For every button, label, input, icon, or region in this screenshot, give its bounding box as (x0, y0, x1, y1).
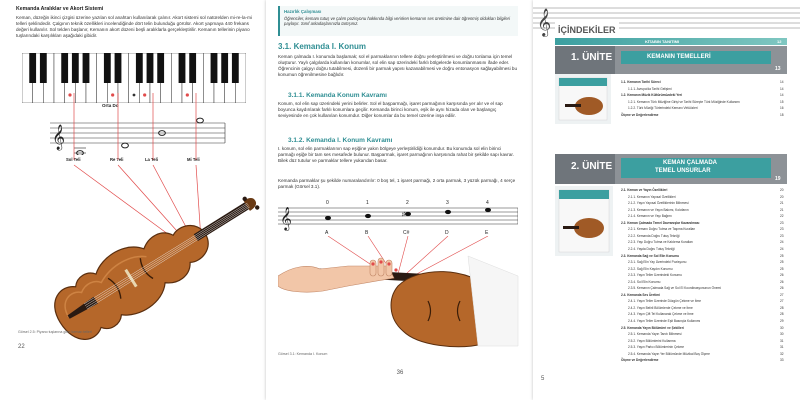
toc-entry[interactable]: 2.1.3. Kemanın ve Yayın Bakımı, Kolofanın (628, 207, 689, 212)
book-page-36 (266, 0, 534, 400)
string-label-a: La Teli (145, 157, 158, 162)
toc-entry-page: 14 (780, 93, 784, 98)
toc-entry-page: 14 (780, 86, 784, 91)
toc-entry-page: 23 (780, 233, 784, 238)
subsection-1-title: 3.1.1. Kemanda Konum Kavramı (288, 92, 387, 99)
book-page-5-toc (533, 0, 800, 400)
note-label-a: A (325, 230, 329, 236)
page1-caption: Görsel 2.5: Piyano tuşlarına göre keman telleri (18, 330, 92, 334)
toc-entry[interactable]: 2.2.1. Kemanı Doğru Tutma ve Taşıma Kuralları (628, 227, 696, 232)
toc-entry[interactable]: 1.2.2. Türk Müziği Türlerindeki Kemanı Virtüözleri (628, 106, 698, 111)
preparation-text: Öğrenciler, kemanı tutuş ve çalım pozisyonu hakkında bilgi verirken kemanın ses üretimine dair öğrenmiş oldukları bilgileri paylaşır. Sınıf arkadaşlarınızla tartışınız. (284, 16, 510, 26)
toc-entry-page: 30 (780, 325, 784, 330)
unit-1-banner[interactable] (555, 46, 787, 74)
toc-entry-page: 25 (780, 266, 784, 271)
book-intro-bar[interactable] (555, 38, 787, 45)
hand-position-photo (278, 236, 523, 351)
treble-clef-icon: 𝄞 (280, 206, 292, 230)
svg-text:♯: ♯ (402, 212, 405, 218)
toc-entry-page: 31 (780, 338, 784, 343)
unit-2-banner[interactable] (555, 154, 787, 184)
orta-do-label: Orta Do (102, 103, 119, 108)
toc-entry[interactable]: 2.2.3. Yayı Doğru Tutma ve Kaldırma Kuralları (628, 240, 693, 245)
string-label-g: Sol Teli (66, 157, 81, 162)
subsection-2-title: 3.1.2. Kemanda I. Konum Kavramı (288, 137, 393, 144)
toc-entry-page: 23 (780, 227, 784, 232)
toc-entry-page: 24 (780, 240, 784, 245)
finger-3: 3 (446, 200, 449, 206)
toc-entry[interactable]: 2.4.4. Yayın Teller Üzerinde Eşit Basınçla Kullanımı (628, 319, 701, 323)
note-b (365, 214, 371, 218)
unit-1-title: KEMANIN TEMELLERİ (647, 54, 711, 60)
page2-caption: Görsel 3.1: Kemanda I. Konum (278, 352, 328, 356)
note-label-b: B (365, 230, 369, 236)
unit-1-label: 1. ÜNİTE (571, 52, 613, 63)
treble-clef-icon: 𝄞 (537, 8, 552, 36)
book-intro-label: KİTABIN TANITIMI (645, 39, 680, 44)
finger-2: 2 (406, 200, 409, 206)
finger-1: 1 (366, 200, 369, 206)
toc-title-text: İÇİNDEKİLER (558, 25, 616, 35)
toc-entry-page: 20 (780, 194, 784, 199)
subsection-2-text: I. konum, sol elin parmaklarının sap eşiğine yakın bölgeye yerleştirildiği konumdur. Bu konumda sol elin birinci parmağı eşiğe bir tam ses mesafede bulunur. Başparmak, işaret parmağının karşısında rahat bir şekilde sapı kavrar. Bilek düz tutulur ve parmaklar tellere yukarıdan basar. (278, 146, 514, 163)
toc-entry[interactable]: 2.1. Keman ve Yayın Özellikleri (621, 188, 668, 192)
page1-number: 22 (18, 344, 25, 350)
toc-entry[interactable]: 1.2.1. Kemanın Türk Müziğine Girişi ve Tarihi Süreçte Türk Müziğinde Kullanımı (628, 99, 740, 104)
toc-entry-page: 27 (780, 292, 784, 297)
toc-entry[interactable]: 2.2.4. Yayda Doğru Tutuş Tekniği (628, 246, 675, 251)
toc-entry[interactable]: 2.1.1. Kemanın Yapısal Özellikleri (628, 194, 676, 199)
unit-2-book-thumbnail (555, 186, 613, 256)
preparation-title: Hazırlık Çalışması (284, 9, 322, 14)
toc-entry[interactable]: 2.4. Kemanda Ses Üretimi (621, 292, 660, 297)
toc-entry[interactable]: 2.5.1. Kemanda Yayın Tanıtı Bilinmesi (628, 332, 682, 337)
toc-entry[interactable]: 2.1.4. Kemanın ve Yayı Bağımı (628, 214, 672, 219)
subsection-1-text: Konum, sol elin sap üzerindeki yerini belirler. Sol el başparmağı, işaret parmağının karşısında yer alır ve el sap boyunca kaydırılarak farklı konumlara geçilir. Kemanda birinci konum, eşik ile aynı hizada olan ve başlangıç seviyesinde en çok kullanılan konumdur. Diğer konumlar da bu temel üzerine inşa edilir. (278, 101, 503, 118)
unit-2-label: 2. ÜNİTE (571, 161, 613, 172)
string-label-d: Re Teli (110, 157, 124, 162)
finger-0: 0 (326, 200, 329, 206)
unit-1-page: 13 (775, 66, 781, 72)
toc-entry-page: 28 (780, 312, 784, 317)
treble-clef-icon: 𝄞 (52, 125, 66, 150)
toc-entry-page: 23 (780, 220, 784, 225)
finger-4: 4 (486, 200, 489, 206)
note-label-csharp: C# (403, 230, 410, 236)
toc-entry[interactable]: 2.4.1. Yayın Teller Üzerinde Düzgün Çekme ve İtme (628, 299, 701, 304)
toc-entry-page: 21 (780, 201, 784, 206)
toc-entry[interactable]: 2.3.1. Sağ Elin Yay Üzerindeki Pozisyonu (628, 260, 687, 265)
toc-entry[interactable]: 2.5.3. Yayın Parlıcı Bölümlerinin Çekme (628, 345, 685, 350)
unit-2-page: 19 (775, 176, 781, 182)
toc-entry[interactable]: 2.2. Keman Çalmada Temel Davranışlar Kazanılması (621, 220, 700, 225)
toc-entry[interactable]: 2.5. Kemanda Yayın Bölümleri ve Şekilleri (621, 325, 684, 330)
note-e (485, 208, 491, 212)
toc-entry[interactable]: 1.1. Kemanın Tarihi Süreci (621, 80, 661, 84)
toc-entry[interactable]: 2.3.2. Sağ Elin Kaydırı Konumu (628, 266, 673, 271)
section-title: 3.1. Kemanda I. Konum (278, 42, 367, 51)
preparation-box (278, 6, 518, 36)
fingering-staff (278, 198, 518, 238)
toc-entry-page: 25 (780, 253, 784, 258)
toc-entry-page: 28 (780, 305, 784, 310)
toc-entry[interactable]: 2.3.5. Kemanın Çalmada Sağ ve Sol El Koordinasyonunun Önemi (628, 286, 722, 291)
toc-entry-page: 26 (780, 286, 784, 291)
toc-title (555, 20, 619, 38)
toc-entry-page: 26 (780, 273, 784, 278)
toc-entry-page: 22 (780, 214, 784, 219)
book-page-22 (0, 0, 268, 400)
violin-illustration (18, 170, 268, 340)
unit-1-book-thumbnail (555, 74, 611, 124)
toc-entry[interactable]: 2.5.4. Kemanda Yayın Yer Bölümünde Müzikal Boş Ölçme (628, 351, 710, 356)
note-label-d: D (445, 230, 449, 236)
page1-heading: Kemanda Aralıklar ve Akort Sistemi (16, 6, 104, 12)
toc-entry-page: 26 (780, 279, 784, 284)
page3-number: 5 (541, 376, 545, 382)
note-a-open (325, 216, 331, 220)
toc-entry-page: 31 (780, 345, 784, 350)
toc-entry-page: 33 (780, 358, 784, 363)
toc-entry[interactable]: 2.5.2. Yayın Bölümlerini Kullanma (628, 338, 676, 343)
toc-entry-page: 14 (780, 80, 784, 84)
toc-entry-page: 20 (780, 188, 784, 192)
book-intro-page: 12 (777, 39, 782, 44)
toc-entry[interactable]: 2.4.2. Yayın Belirli Bölümlerde Çekme ve İtme (628, 305, 693, 310)
note-csharp (405, 212, 411, 216)
note-label-e: E (485, 230, 489, 236)
toc-entry-page: 27 (780, 299, 784, 304)
toc-entry-page: 32 (780, 351, 784, 356)
toc-entry[interactable]: Ölçme ve Değerlendirme (621, 358, 659, 363)
toc-entry[interactable]: Ölçme ve Değerlendirme (621, 113, 659, 117)
toc-entry[interactable]: 2.3.4. Sol Elin Konumu (628, 279, 661, 284)
toc-entry-page: 15 (780, 99, 784, 104)
unit-2-title-line-1: KEMAN ÇALMADA (663, 160, 717, 166)
toc-entry[interactable]: 1.1.1. Avrupa'da Tarihi Gelişimi (628, 86, 672, 91)
toc-entry-page: 30 (780, 332, 784, 337)
unit-2-title-line-2: TEMEL UNSURLAR (655, 168, 711, 174)
toc-entry[interactable]: 2.3. Kemanda Sağ ve Sol Elin Konumu (621, 253, 680, 258)
toc-entry-page: 29 (780, 319, 784, 323)
toc-entry[interactable]: 2.4.3. Yayın Çift Tel Kullanarak Çekme ve İtme (628, 312, 694, 317)
toc-entry[interactable]: 2.1.2. Yayın Yapısal Özelliklerinin Bilinmesi (628, 201, 689, 206)
toc-entry-page: 21 (780, 207, 784, 212)
string-label-e: Mi Teli (187, 157, 200, 162)
toc-entry[interactable]: 2.2.2. Kemanda Doğru Tutuş Tekniği (628, 233, 680, 238)
toc-entry-page: 16 (780, 106, 784, 111)
note-d (445, 210, 451, 214)
toc-entry-page: 18 (780, 113, 784, 117)
toc-entry[interactable]: 2.3.3. Yayın Teller Üzerindeki Konumu (628, 273, 682, 278)
toc-entry-page: 24 (780, 246, 784, 251)
page2-number: 36 (396, 370, 404, 376)
toc-entry[interactable]: 1.2. Kemanın Müzik Kültürümüzdeki Yeri (621, 93, 683, 98)
toc-entry-page: 25 (780, 260, 784, 265)
section-intro: Keman çalmada I. konumda başlamak; sol el parmaklarının tellere doğru yerleştirilmesi ve doğru tonlama için temel oluşturur. Yaylı çalgılarda kullanılan konumlar, sol elin sap üzerindeki farklı bölgelerde konumlanmasını ifade eder. Öğrencinin çalgıyı doğru tutabilmesi, düzenli bir parmak yapısı kazanabilmesi ve doğru entonasyon sağlayabilmesi bu konumun öğrenilmesine bağlıdır. (278, 54, 518, 77)
subsection-2-text-2: Kemanda parmaklar şu şekilde numaralandırılır: 0 boş tel, 1 işaret parmağı, 2 orta parmak, 3 yüzük parmağı, 4 serçe parmak (Görsel 3.1). (278, 178, 516, 189)
page1-paragraph: Keman, düzeğin ikinci çizgisi üzerine yazılan sol anahtarı kullanılarak çalınır. Akort sistemi sol natürelden mi-re-la-mi telleri şeklindedir. Çalgının teknik özellikleri incelendiğinde dört telin bulunduğu görülür. Akort yapmaya 440 frekans değeri kullanılır. Sol telden başlanır, Kemanın akort düzeni beşli aralıklarla gerçekleştirilir. Kemanın tellerinin piyano tuşlarındaki karşılıkları aşağıdaki gibidir. (16, 15, 252, 38)
